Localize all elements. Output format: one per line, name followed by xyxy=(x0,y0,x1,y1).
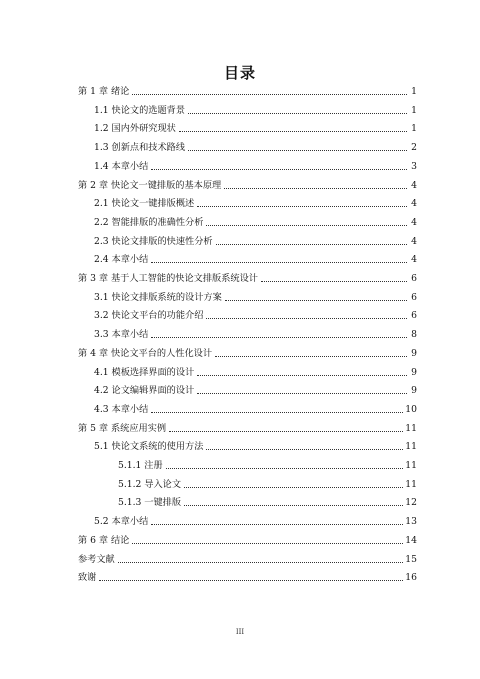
toc-entry-label: 2.4 本章小结 xyxy=(94,254,149,266)
toc-entry[interactable] xyxy=(78,271,417,285)
toc-leader-dots xyxy=(179,130,407,132)
toc-entry[interactable] xyxy=(94,121,417,135)
toc-leader-dots xyxy=(206,317,407,319)
toc-page-number: 11 xyxy=(405,460,417,471)
page-footer-number: III xyxy=(235,628,245,636)
toc-entry[interactable] xyxy=(94,252,417,266)
toc-page-number: 6 xyxy=(411,273,417,284)
toc-page-number: 15 xyxy=(405,553,417,565)
toc-entry-label: 1.1 快论文的选题背景 xyxy=(94,104,186,116)
toc-leader-dots xyxy=(184,486,403,488)
toc-entry-label: 第 1 章 绪论 xyxy=(78,86,130,97)
toc-entry[interactable] xyxy=(118,458,417,472)
toc-page-number: 8 xyxy=(411,329,417,341)
toc-leader-dots xyxy=(118,561,404,563)
toc-leader-dots xyxy=(215,355,407,357)
toc-page-number: 4 xyxy=(411,198,417,210)
toc-page-number: 6 xyxy=(411,291,417,303)
toc-entry-label: 5.2 本章小结 xyxy=(94,516,149,528)
toc-page-number: 10 xyxy=(405,403,417,415)
toc-entry[interactable] xyxy=(94,402,417,416)
toc-page-number: 9 xyxy=(411,347,417,359)
toc-leader-dots xyxy=(224,187,407,189)
toc-entry-label: 第 2 章 快论文一键排版的基本原理 xyxy=(78,179,222,191)
toc-leader-dots xyxy=(197,205,407,207)
toc-page-number: 2 xyxy=(411,142,417,154)
toc-page-number: 4 xyxy=(411,216,417,228)
toc-entry[interactable] xyxy=(78,84,417,98)
toc-leader-dots xyxy=(188,112,407,114)
toc-entry-label: 5.1.1 注册 xyxy=(118,460,163,471)
toc-page-number: 1 xyxy=(411,123,417,135)
toc-page-number: 4 xyxy=(411,254,417,266)
toc-page-number: 1 xyxy=(411,104,417,116)
toc-entry[interactable] xyxy=(94,383,417,397)
toc-entry-label: 第 3 章 基于人工智能的快论文排版系统设计 xyxy=(78,273,258,284)
toc-entry[interactable] xyxy=(94,514,417,528)
toc-entry[interactable] xyxy=(94,365,417,379)
toc-entry[interactable] xyxy=(78,570,417,584)
toc-entry[interactable] xyxy=(78,533,417,547)
toc-leader-dots xyxy=(151,336,407,338)
toc-leader-dots xyxy=(151,411,403,413)
toc-entry-label: 第 5 章 系统应用实例 xyxy=(78,422,167,434)
toc-leader-dots xyxy=(225,299,407,301)
toc-page-number: 9 xyxy=(411,385,417,397)
toc-page-number: 11 xyxy=(405,422,417,434)
toc-entry[interactable] xyxy=(78,421,417,435)
toc-leader-dots xyxy=(151,523,403,525)
toc-page-number: 11 xyxy=(405,441,417,453)
toc-entry-label: 4.2 论文编辑界面的设计 xyxy=(94,385,195,397)
toc-leader-dots xyxy=(169,430,403,432)
toc-entry-label: 3.1 快论文排版系统的设计方案 xyxy=(94,291,222,303)
toc-entry[interactable] xyxy=(118,495,417,509)
toc-leader-dots xyxy=(197,392,407,394)
toc-page-number: 14 xyxy=(405,534,417,546)
toc-page-number: 13 xyxy=(405,516,417,528)
toc-entry[interactable] xyxy=(78,552,417,566)
toc-entry[interactable] xyxy=(78,178,417,192)
toc-leader-dots xyxy=(216,243,407,245)
toc-leader-dots xyxy=(151,168,407,170)
toc-entry-label: 1.2 国内外研究现状 xyxy=(94,123,176,135)
toc-leader-dots xyxy=(132,542,403,544)
toc-entry-label: 5.1 快论文系统的使用方法 xyxy=(94,441,204,453)
toc-entry[interactable] xyxy=(94,308,417,322)
toc-entry[interactable] xyxy=(94,215,417,229)
toc-entry-label: 1.3 创新点和技术路线 xyxy=(94,142,186,154)
toc-entry-label: 5.1.2 导入论文 xyxy=(118,478,182,490)
toc-entry[interactable] xyxy=(94,103,417,117)
toc-leader-dots xyxy=(206,448,403,450)
toc-entry-label: 3.3 本章小结 xyxy=(94,329,149,341)
toc-leader-dots xyxy=(197,374,407,376)
toc-entry[interactable] xyxy=(94,159,417,173)
toc-leader-dots xyxy=(261,280,407,282)
toc-entry[interactable] xyxy=(94,234,417,248)
toc-page-number: 12 xyxy=(405,497,417,509)
toc-page-number: 1 xyxy=(411,86,417,97)
toc-leader-dots xyxy=(184,504,403,506)
toc-page-number: 11 xyxy=(405,478,417,490)
toc-leader-dots xyxy=(188,149,407,151)
toc-entry-label: 参考文献 xyxy=(78,553,115,565)
toc-leader-dots xyxy=(206,224,407,226)
toc-entry-label: 1.4 本章小结 xyxy=(94,160,149,172)
toc-entry-label: 4.3 本章小结 xyxy=(94,403,149,415)
toc-entry-label: 第 4 章 快论文平台的人性化设计 xyxy=(78,347,213,359)
toc-entry-label: 第 6 章 结论 xyxy=(78,534,130,546)
toc-page-number: 4 xyxy=(411,235,417,247)
toc-entry-label: 2.3 快论文排版的快速性分析 xyxy=(94,235,213,247)
toc-leader-dots xyxy=(166,467,404,469)
toc-entry-label: 2.1 快论文一键排版概述 xyxy=(94,198,195,210)
toc-entry[interactable] xyxy=(94,196,417,210)
toc-leader-dots xyxy=(151,261,407,263)
toc-entry-label: 3.2 快论文平台的功能介绍 xyxy=(94,310,204,322)
toc-entry[interactable] xyxy=(78,346,417,360)
toc-entry[interactable] xyxy=(94,290,417,304)
toc-page-number: 16 xyxy=(405,572,417,584)
toc-entry-label: 5.1.3 一键排版 xyxy=(118,497,182,509)
toc-entry[interactable] xyxy=(94,439,417,453)
toc-entry[interactable] xyxy=(94,140,417,154)
toc-entry[interactable] xyxy=(118,477,417,491)
toc-entry-label: 2.2 智能排版的准确性分析 xyxy=(94,216,204,228)
toc-title: 目录 xyxy=(223,64,256,82)
toc-entry[interactable] xyxy=(94,327,417,341)
toc-page-number: 9 xyxy=(411,366,417,378)
toc-entry-label: 4.1 模板选择界面的设计 xyxy=(94,366,195,378)
toc-page-number: 3 xyxy=(411,160,417,172)
toc-leader-dots xyxy=(132,93,407,95)
toc-leader-dots xyxy=(99,579,403,581)
toc-entry-label: 致谢 xyxy=(78,572,97,584)
toc-page-number: 6 xyxy=(411,310,417,322)
toc-page-number: 4 xyxy=(411,179,417,191)
